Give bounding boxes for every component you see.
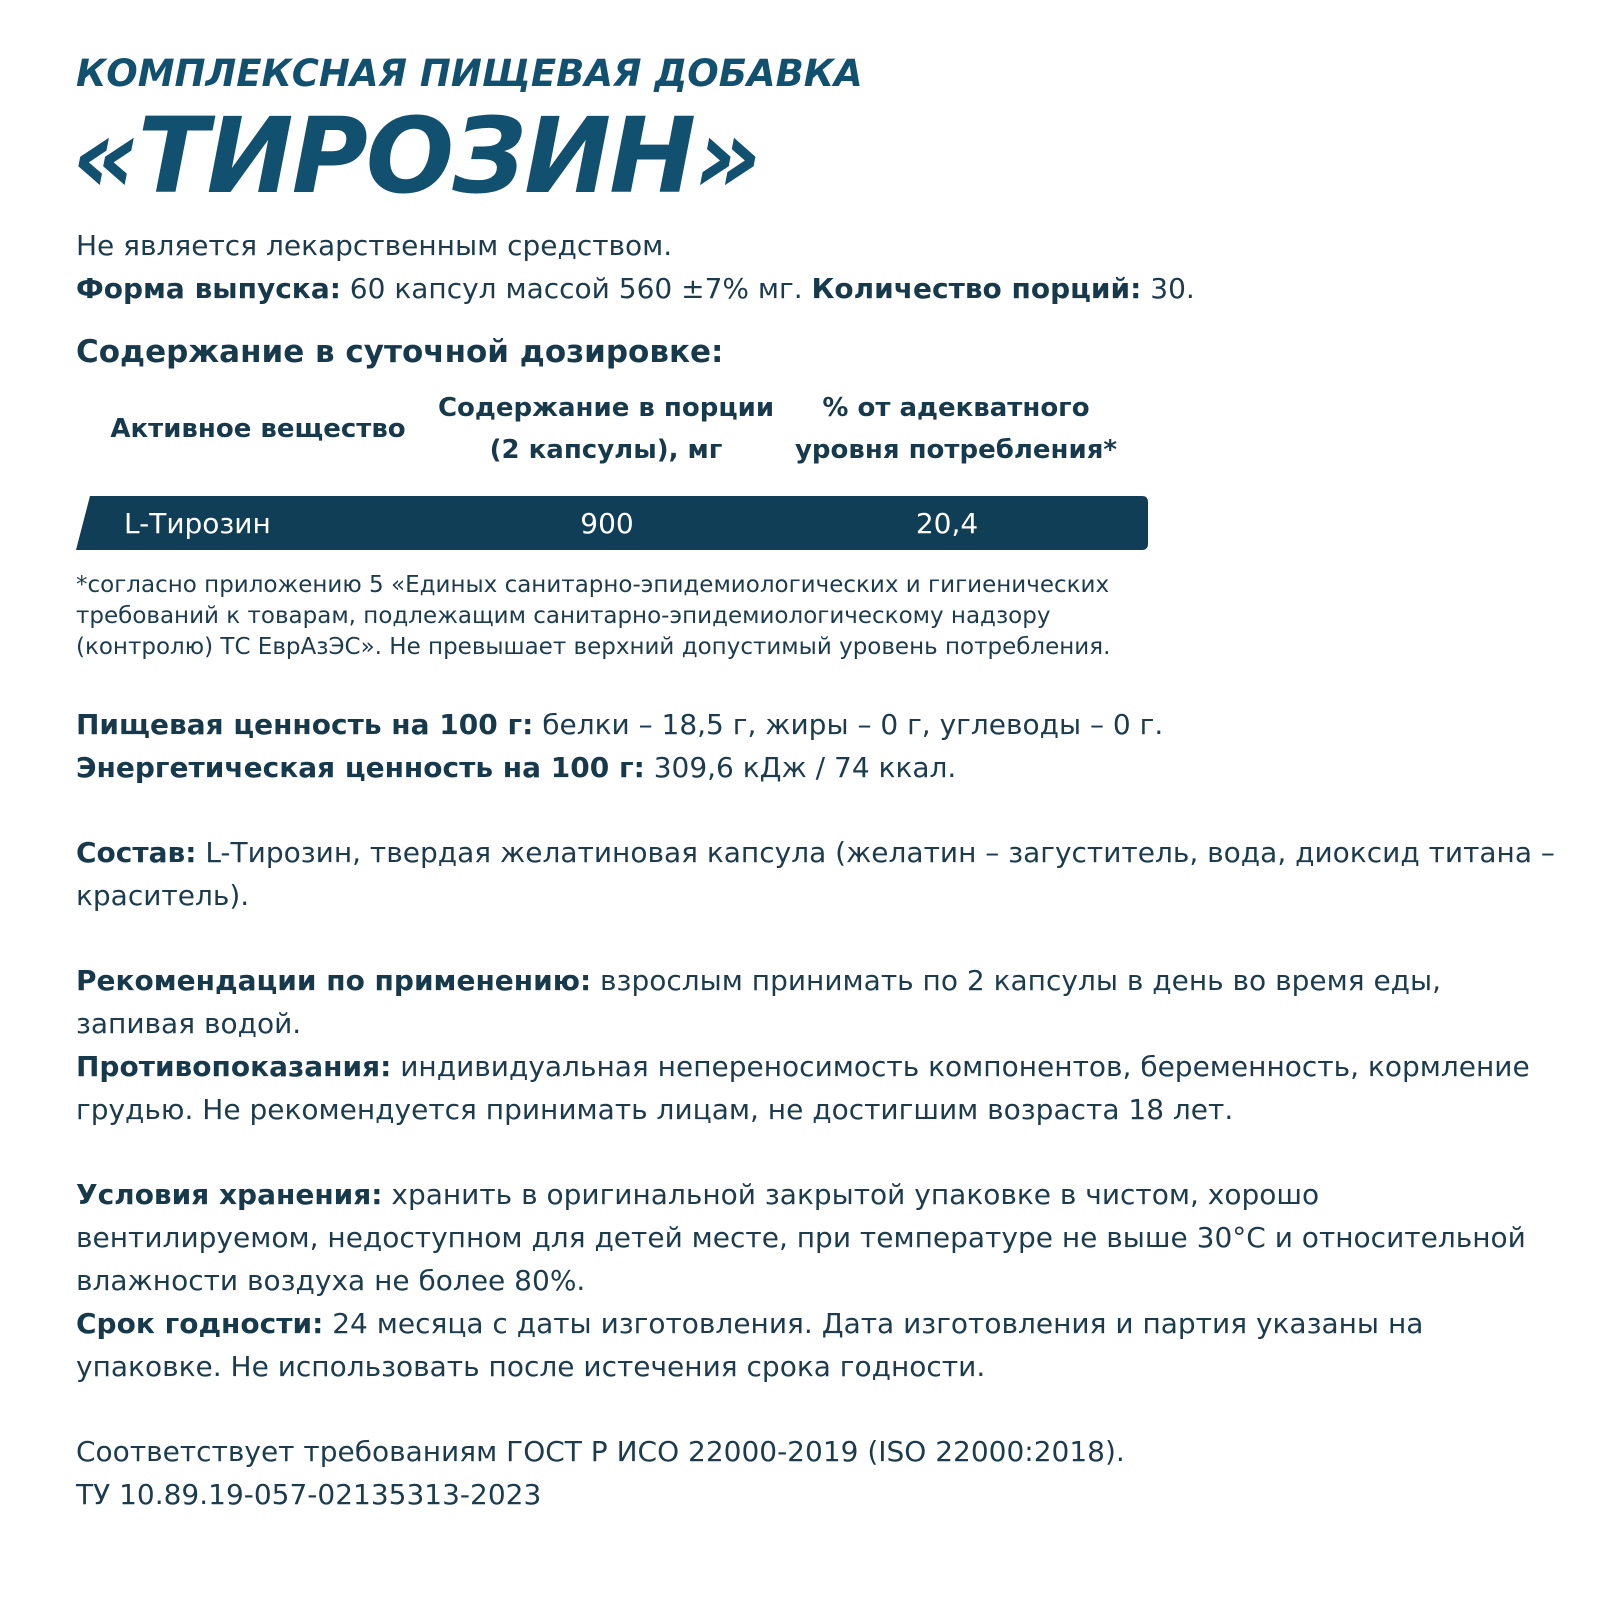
column-percent	[786, 387, 1126, 471]
tu-code: ТУ 10.89.19-057-02135313-2023	[76, 1478, 542, 1511]
product-label	[72, 50, 1556, 1516]
column-substance: Активное вещество	[110, 414, 406, 444]
composition-label: Состав:	[76, 836, 197, 869]
dosage-footnote: *согласно приложению 5 «Единых санитарно-эпидемиологических и гигиенических требований к товарам, подлежащим санитарно-эпидемиологическому надзору (контролю) ТС ЕврАзЭС». Не превышает верхний допустимый уровень потребления.	[76, 572, 1111, 660]
contraindications-label: Противопоказания:	[76, 1050, 392, 1083]
composition-section	[76, 831, 1556, 917]
contraindications-text: индивидуальная непереносимость компонентов, беременность, кормление грудью. Не рекомендуется принимать лицам, не достигшим возраста 18 лет.	[76, 1050, 1530, 1126]
storage-conditions-line	[76, 1173, 1556, 1302]
portions-value: 30.	[1141, 272, 1195, 305]
row-percent: 20,4	[915, 506, 979, 540]
column-content-line1: Содержание в порции	[437, 393, 775, 423]
storage-conditions-label: Условия хранения:	[76, 1178, 383, 1211]
recommendations-line	[76, 959, 1556, 1045]
column-content	[426, 387, 786, 471]
storage-section	[76, 1173, 1556, 1388]
nutrition-value-label: Пищевая ценность на 100 г:	[76, 708, 534, 741]
column-percent-line2: уровня потребления*	[794, 435, 1118, 465]
release-form-line	[76, 267, 1556, 310]
row-content: 900	[580, 506, 634, 540]
recommendations-text: взрослым принимать по 2 капсулы в день во время еды, запивая водой.	[76, 964, 1442, 1040]
energy-value-text: 309,6 кДж / 74 ккал.	[644, 751, 957, 784]
dosage-table	[76, 380, 1148, 550]
shelf-life-label: Срок годности:	[76, 1307, 324, 1340]
nutrition-value-line	[76, 703, 1556, 746]
nutrition-section	[76, 703, 1556, 789]
nutrition-value-text: белки – 18,5 г, жиры – 0 г, углеводы – 0 г.	[533, 708, 1164, 741]
not-medicine-note: Не является лекарственным средством.	[76, 229, 673, 262]
form-label: Форма выпуска:	[76, 272, 341, 305]
recommendations-label: Рекомендации по применению:	[76, 964, 592, 997]
usage-section	[76, 959, 1556, 1131]
dosage-heading: Содержание в суточной дозировке:	[76, 334, 724, 370]
product-subtitle: КОМПЛЕКСНАЯ ПИЩЕВАЯ ДОБАВКА	[76, 52, 863, 95]
energy-value-line	[76, 746, 1556, 789]
compliance-section	[76, 1430, 1556, 1516]
storage-conditions-text: хранить в оригинальной закрытой упаковке в чистом, хорошо вентилируемом, недоступном для детей месте, при температуре не выше 30°С и относительной влажности воздуха не более 80%.	[76, 1178, 1526, 1297]
column-percent-line1: % от адекватного	[822, 393, 1090, 423]
column-content-line2: (2 капсулы), мг	[489, 435, 723, 465]
dosage-table-header	[76, 380, 1148, 478]
row-substance: L-Тирозин	[124, 506, 271, 540]
form-value: 60 капсул массой 560 ±7% мг.	[340, 272, 812, 305]
composition-text: L-Тирозин, твердая желатиновая капсула (желатин – загуститель, вода, диоксид титана – краситель).	[76, 836, 1555, 912]
composition-line	[76, 831, 1556, 917]
energy-value-label: Энергетическая ценность на 100 г:	[76, 751, 645, 784]
gost-compliance: Соответствует требованиям ГОСТ Р ИСО 22000-2019 (ISO 22000:2018).	[76, 1435, 1125, 1468]
shelf-life-text: 24 месяца с даты изготовления. Дата изготовления и партия указаны на упаковке. Не использовать после истечения срока годности.	[76, 1307, 1424, 1383]
product-title: «ТИРОЗИН»	[72, 95, 760, 217]
table-row	[76, 496, 1148, 550]
contraindications-line	[76, 1045, 1556, 1131]
shelf-life-line	[76, 1302, 1556, 1388]
portions-label: Количество порций:	[811, 272, 1142, 305]
